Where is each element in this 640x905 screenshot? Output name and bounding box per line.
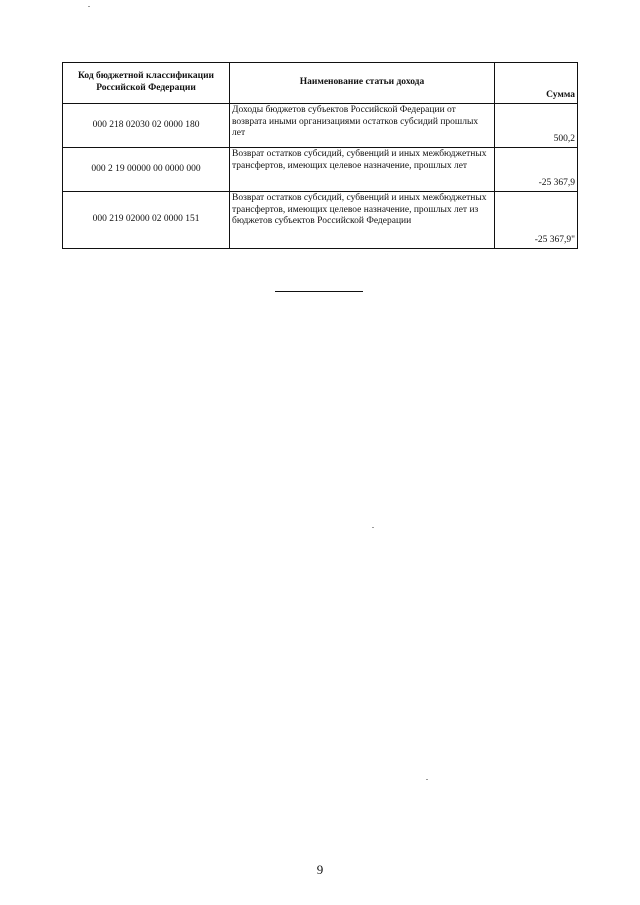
table-row	[63, 148, 578, 192]
column-header-name: Наименование статьи дохода	[230, 63, 495, 104]
scan-speck	[372, 527, 374, 528]
scan-speck	[426, 779, 428, 780]
row-code: 000 2 19 00000 00 0000 000	[63, 148, 230, 192]
row-code: 000 218 02030 02 0000 180	[63, 104, 230, 148]
row-sum: 500,2	[495, 104, 578, 148]
table-header-row	[63, 63, 578, 104]
column-header-sum: Сумма	[495, 63, 578, 104]
row-name: Возврат остатков субсидий, субвенций и иных межбюджетных трансфертов, имеющих целевое назначение, прошлых лет из бюджетов субъектов Российской Федерации	[230, 192, 495, 249]
row-name: Возврат остатков субсидий, субвенций и иных межбюджетных трансфертов, имеющих целевое назначение, прошлых лет	[230, 148, 495, 192]
separator-line	[275, 291, 363, 292]
column-header-code: Код бюджетной классификации Российской Федерации	[63, 63, 230, 104]
row-sum: -25 367,9	[495, 148, 578, 192]
revenue-table	[62, 62, 578, 249]
table-row	[63, 104, 578, 148]
page-number: 9	[316, 862, 324, 877]
row-code: 000 219 02000 02 0000 151	[63, 192, 230, 249]
row-name: Доходы бюджетов субъектов Российской Федерации от возврата иными организациями остатков субсидий прошлых лет	[230, 104, 495, 148]
table-row	[63, 192, 578, 249]
scan-speck	[88, 6, 90, 7]
row-sum: -25 367,9"	[495, 192, 578, 249]
